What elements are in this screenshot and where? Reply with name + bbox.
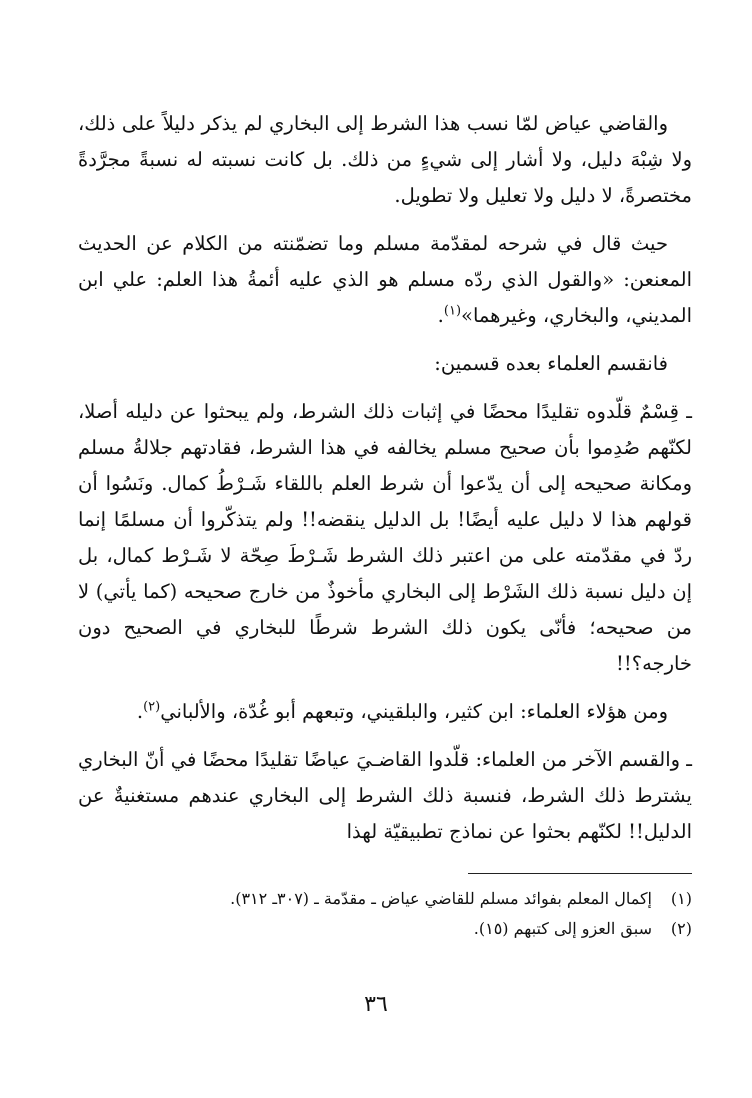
- paragraph-4: [78, 394, 692, 682]
- paragraph-5-end: .: [136, 700, 144, 723]
- paragraph-5: [78, 694, 692, 730]
- page-number: ٣٦: [364, 992, 388, 1017]
- footnote-divider: [468, 873, 692, 874]
- footnotes: [78, 884, 692, 944]
- main-text: [78, 106, 692, 850]
- paragraph-3-text: فانقسم العلماء بعده قسمين:: [434, 352, 668, 375]
- footnote-1: [78, 884, 692, 914]
- paragraph-6: [78, 742, 692, 850]
- footnote-1-text: إكمال المعلم بفوائد مسلم للقاضي عياض ـ مقدّمة ـ (٣٠٧ـ ٣١٢).: [230, 889, 652, 908]
- paragraph-2-text: حيث قال في شرحه لمقدّمة مسلم وما تضمّنته من الكلام عن الحديث المعنعن: «والقول الذي ردّه مسلم هو الذي عليه أئمةُ هذا العلم: علي ابن المديني، والبخاري، وغيرهما»: [78, 232, 692, 327]
- footnote-2-number: (٢): [670, 919, 692, 938]
- paragraph-4-text: ـ قِسْمٌ قلّدوه تقليدًا محضًا في إثبات ذلك الشرط، ولم يبحثوا عن دليله أصلا، لكنّهم صُدِموا بأن صحيح مسلم يخالفه في هذا الشرط، فقادتهم جلالةُ مسلم ومكانة صحيحه إلى أن يدّعوا أن شرط العلم باللقاء شَـرْطُ كمال. ونَسُوا أن قولهم هذا لا دليل عليه أيضًا! بل الدليل ينقضه!! ولم يتذكّروا أن مسلمًا إنما ردّ في مقدّمته على من اعتبر ذلك الشرط شَـرْطَ صِحّة لا شَـرْط كمال، بل إن دليل نسبة ذلك الشَرْط إلى البخاري مأخوذٌ من خارج صحيحه (كما يأتي) لا من صحيحه؛ فأنّى يكون ذلك الشرط شرطًا للبخاري في الصحيح دون خارجه؟!!: [78, 400, 692, 675]
- footnote-ref-2[interactable]: (٢): [143, 699, 161, 715]
- paragraph-1: [78, 106, 692, 214]
- footnote-2-text: سبق العزو إلى كتبهم (١٥).: [473, 919, 652, 938]
- paragraph-1-text: والقاضي عياض لمّا نسب هذا الشرط إلى البخاري لم يذكر دليلاً على ذلك، ولا شِبْهَ دليل، ولا أشار إلى شيءٍ من ذلك. بل كانت نسبته له نسبةً مجرَّدةً مختصرةً، لا دليل ولا تعليل ولا تطويل.: [78, 112, 692, 207]
- paragraph-3: [78, 346, 692, 382]
- paragraph-2: [78, 226, 692, 334]
- paragraph-2-end: .: [437, 304, 444, 327]
- paragraph-6-text: ـ والقسم الآخر من العلماء: قلّدوا القاضـيَ عياضًا تقليدًا محضًا في أنّ البخاري يشترط ذلك الشرط، فنسبة ذلك الشرط إلى البخاري عندهم مستغنيةٌ عن الدليل!! لكنّهم بحثوا عن نماذج تطبيقيّة لهذا: [78, 748, 692, 843]
- paragraph-5-text: ومن هؤلاء العلماء: ابن كثير، والبلقيني، وتبعهم أبو غُدّة، والألباني: [160, 700, 668, 723]
- footnote-2: [78, 914, 692, 944]
- footnote-ref-1[interactable]: (١): [443, 303, 462, 319]
- footnote-1-number: (١): [670, 889, 692, 908]
